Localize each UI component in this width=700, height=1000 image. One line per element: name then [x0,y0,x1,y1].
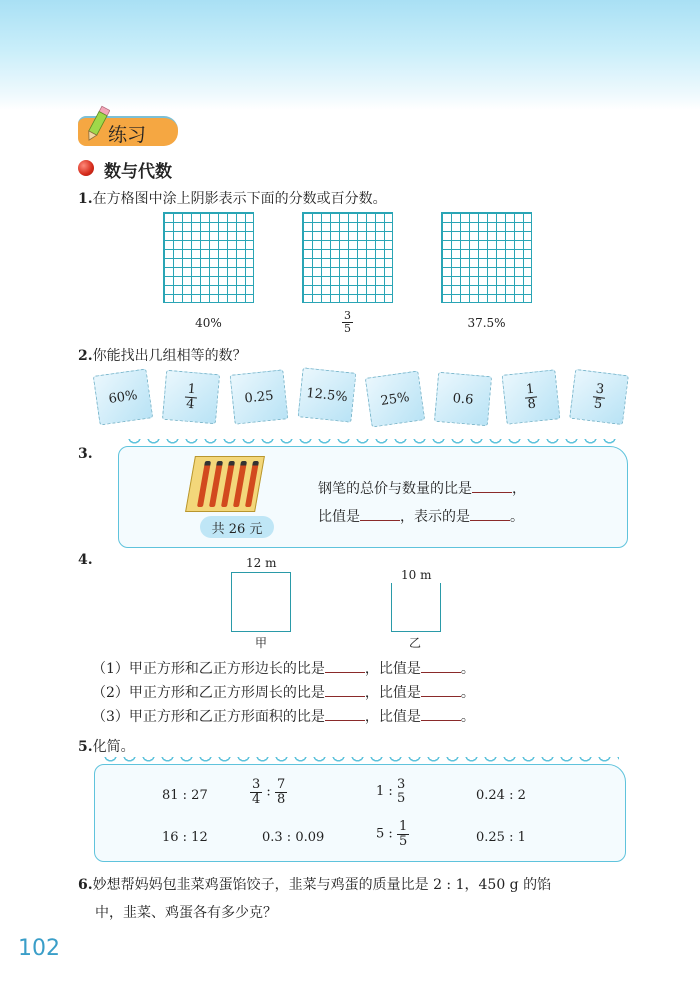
question-number: 2. [78,348,93,364]
number-card[interactable]: $\frac{3}{5}$ [569,369,629,425]
number-card[interactable]: 0.6 [434,372,492,427]
wavy-edge [101,757,619,767]
question-4-item-2: （2）甲正方形和乙正方形周长的比是 ，比值是 。 [92,685,475,701]
square-b-name: 乙 [409,636,422,650]
ratio-item: 81 : 27 [162,788,208,803]
question-1 [78,188,387,208]
question-4-number: 4. [78,552,93,568]
question-3-line-2: 比值是 ，表示的是 。 [318,509,524,525]
section-title: 数与代数 [104,162,172,182]
grid-label: 37.5% [467,316,506,330]
question-text: 你能找出几组相等的数？ [92,348,247,364]
question-6-line-2: 中，韭菜、鸡蛋各有多少克？ [95,905,277,921]
question-4-item-1: （1）甲正方形和乙正方形边长的比是 ，比值是 。 [92,661,475,677]
page-number: 102 [18,936,60,961]
ratio-item: 0.25 : 1 [476,830,526,845]
question-3-number: 3. [78,446,93,462]
ratio-item: 5 : $\frac{1}{5}$ [376,819,408,849]
number-card[interactable]: $\frac{1}{8}$ [502,369,561,424]
question-text: 在方格图中涂上阴影表示下面的分数或百分数。 [92,191,387,207]
question-2 [78,345,247,365]
header-gradient-band [0,0,700,110]
wavy-edge [125,439,621,449]
pencil-icon [84,104,110,144]
grid-three-fifths[interactable] [302,212,393,303]
answer-blank[interactable] [421,683,461,697]
square-b [391,583,441,632]
answer-blank[interactable] [360,507,400,521]
answer-blank[interactable] [421,659,461,673]
square-a-name: 甲 [255,636,268,650]
ratio-item: 1 : 3 5 [376,777,406,806]
practice-badge-label: 练习 [108,124,147,146]
ratio-item: 16 : 12 [162,830,208,845]
ratio-item: 0.24 : 2 [476,788,526,803]
pens-box-illustration [185,456,265,512]
square-a [231,572,291,632]
number-card[interactable]: 25% [365,370,425,427]
square-a-side-label: 12 m [246,556,277,570]
question-6-line-1: 6.妙想帮妈妈包韭菜鸡蛋馅饺子，韭菜与鸡蛋的质量比是 2 : 1，450 g 的馅 [78,877,552,893]
answer-blank[interactable] [325,707,365,721]
answer-blank[interactable] [325,659,365,673]
number-card[interactable]: $\frac{1}{4}$ [162,370,220,425]
answer-blank[interactable] [325,683,365,697]
question-5-box [94,764,626,862]
ratio-item: 0.3 : 0.09 [262,830,325,845]
grid-37-5-percent[interactable] [441,212,532,303]
number-card[interactable]: 12.5% [298,367,357,422]
grid-label-fraction: $\frac{3}{5}$ [344,309,351,335]
question-number: 1. [78,191,93,207]
square-b-side-label: 10 m [401,568,432,582]
question-5: 5.化简。 [78,739,135,755]
grid-label: 40% [195,316,222,330]
grid-40-percent[interactable] [163,212,254,303]
question-3-line-1: 钢笔的总价与数量的比是 ， [318,481,526,497]
price-tag: 共 26 元 [200,516,274,538]
section-bullet-icon [78,160,94,176]
ratio-item: $\frac{3}{4}$ : $\frac{7}{8}$ [252,777,286,807]
answer-blank[interactable] [470,507,510,521]
question-4-item-3: （3）甲正方形和乙正方形面积的比是 ，比值是 。 [92,709,475,725]
number-card[interactable]: 0.25 [230,369,289,424]
answer-blank[interactable] [421,707,461,721]
answer-blank[interactable] [472,479,512,493]
number-card[interactable]: 60% [93,368,153,425]
